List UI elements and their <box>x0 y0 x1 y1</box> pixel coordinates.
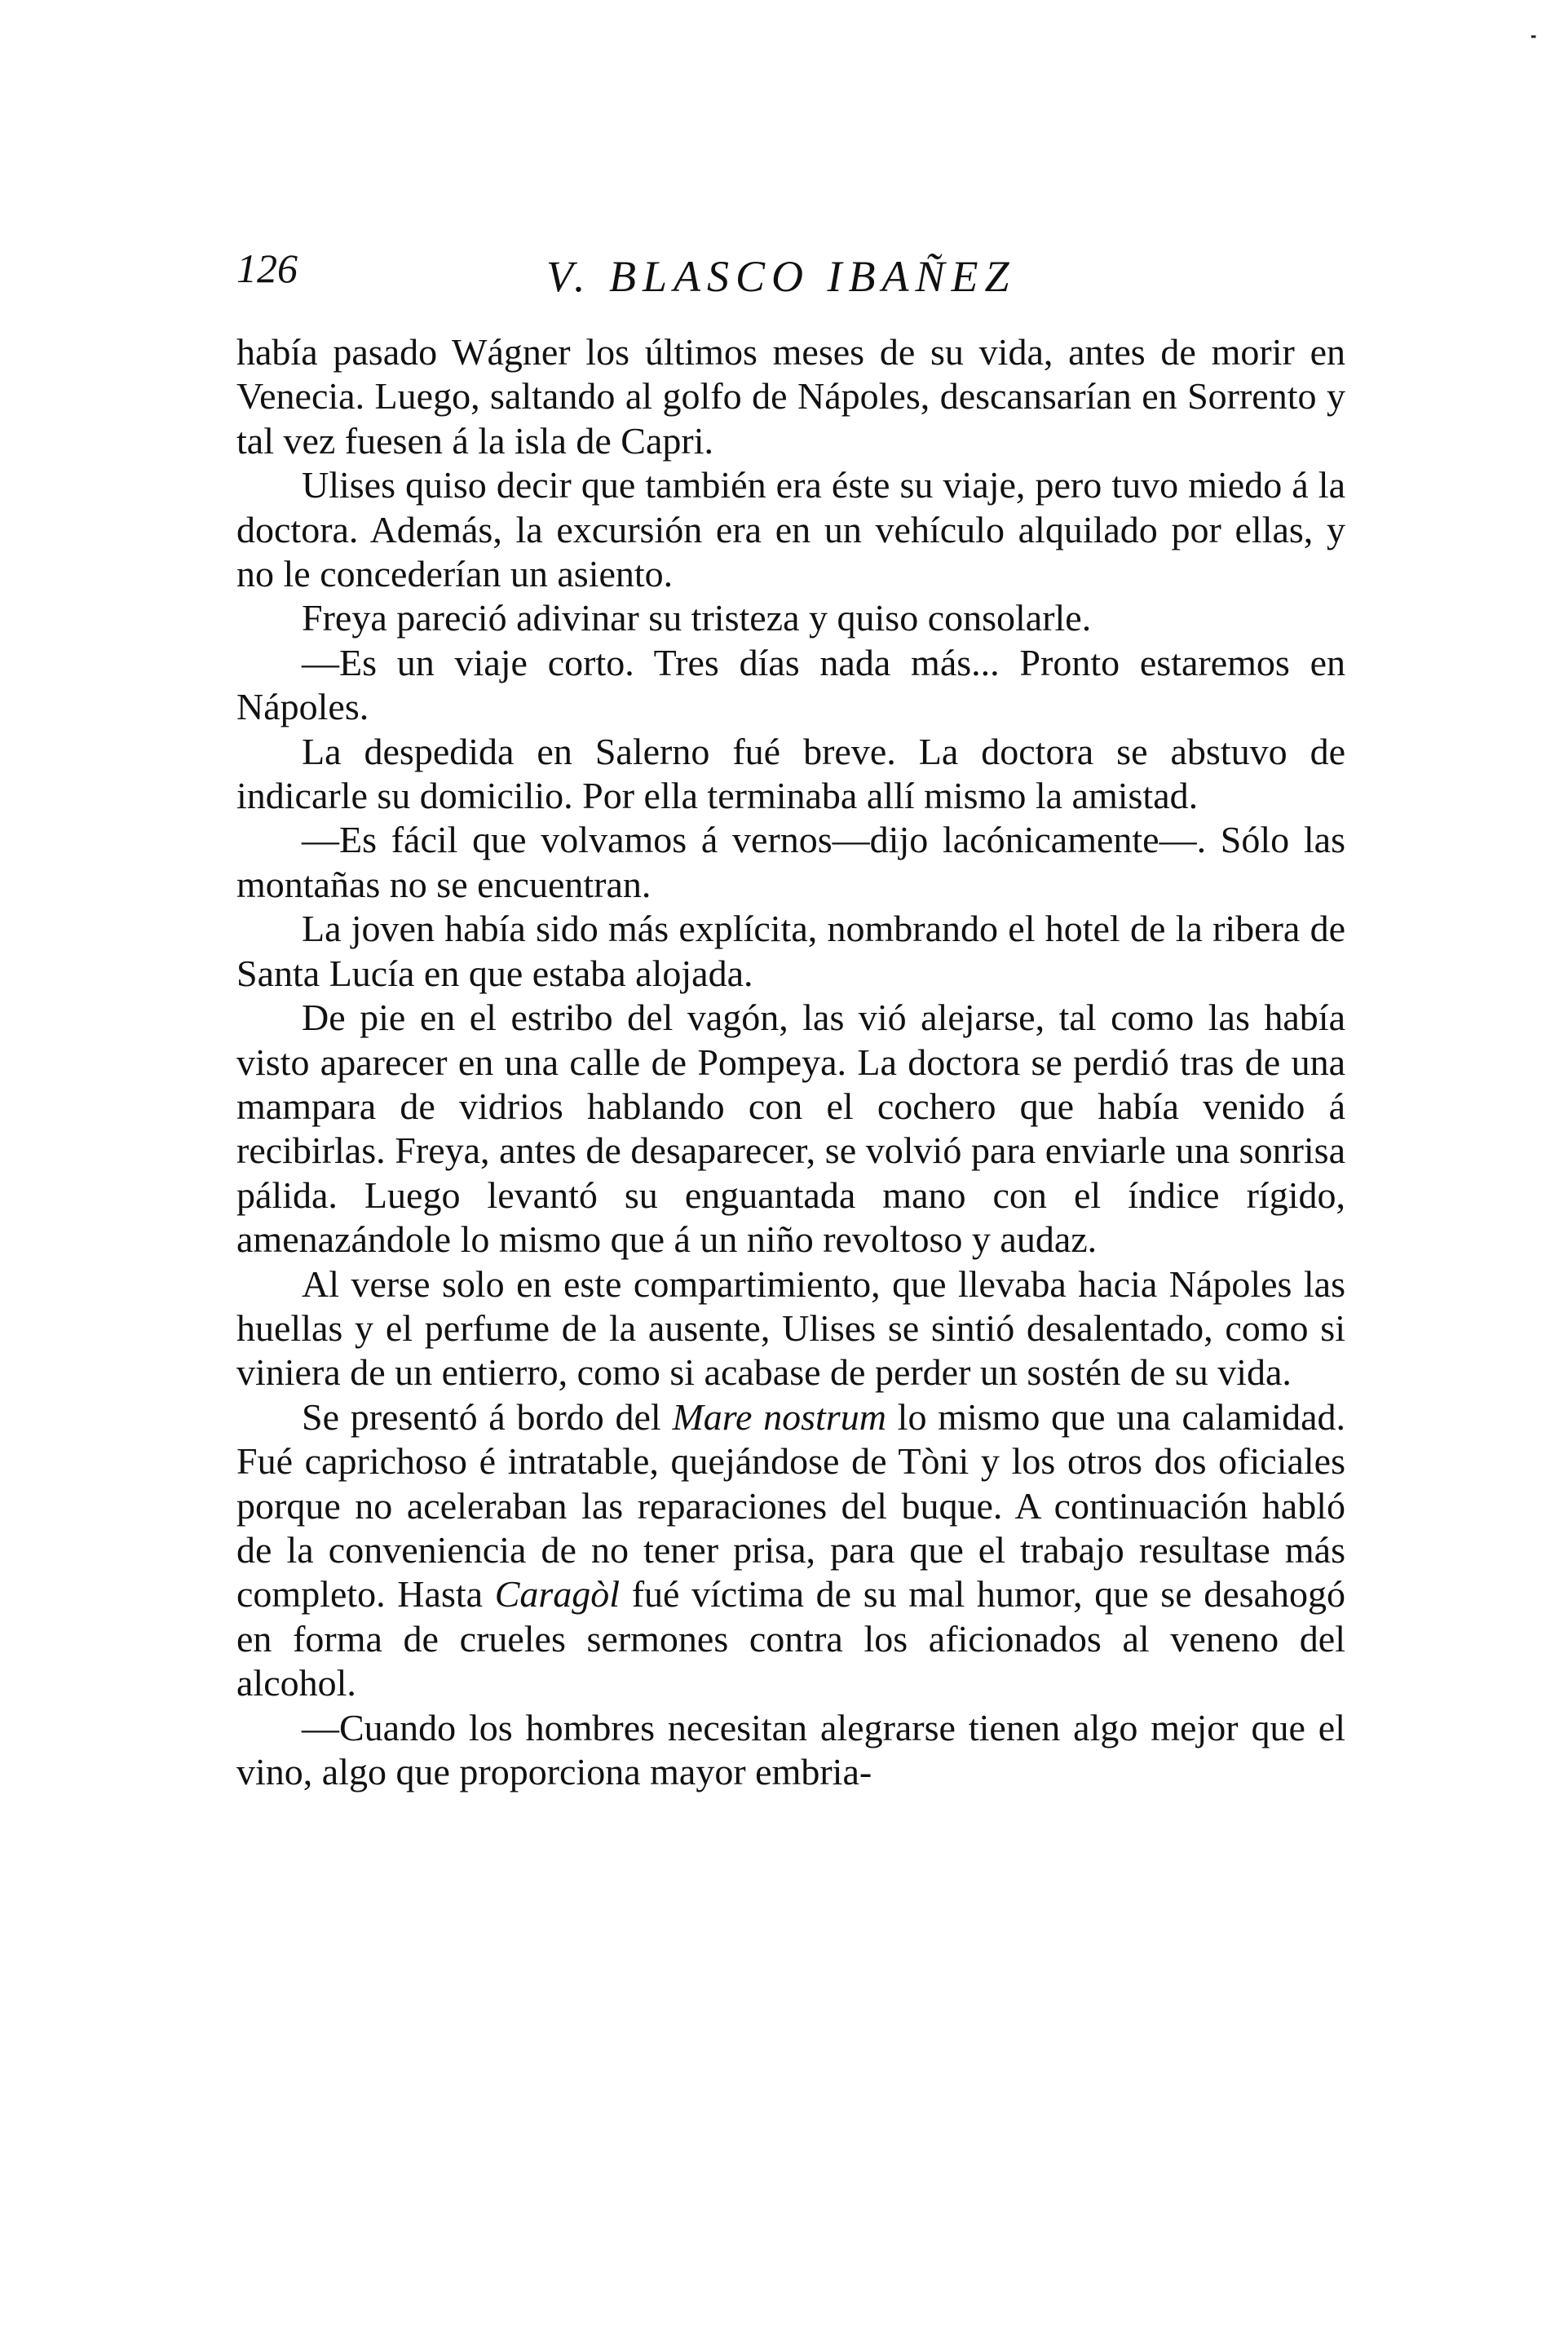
paragraph <box>236 818 1345 907</box>
text-run: Ulises quiso decir que también era éste su viaje, pero tuvo miedo á la doctora. Además, la excursión era en un vehículo alquilado por ellas, y no le concederían un asiento. <box>236 464 1345 595</box>
scan-mark: ╸ <box>1531 29 1540 45</box>
text-run: La joven había sido más explícita, nombrando el hotel de la ribera de Santa Lucía en que estaba alojada. <box>236 908 1345 994</box>
paragraph <box>236 907 1345 996</box>
paragraph <box>236 463 1345 596</box>
running-head <box>236 245 1345 318</box>
paragraph <box>236 641 1345 730</box>
text-run: Freya pareció adivinar su tristeza y quiso consolarle. <box>302 597 1092 639</box>
text-run: lo mismo que una calamidad. Fué caprichoso é intratable, quejándose de Tòni y los otros dos oficiales porque no aceleraban las reparaciones del buque. A continuación habló de la conveniencia de no tener prisa, para que el trabajo resultase más completo. Hasta <box>236 1395 1345 1616</box>
paragraph <box>236 730 1345 819</box>
running-title: V. BLASCO IBAÑEZ <box>546 252 1016 301</box>
text-run: —Cuando los hombres necesitan alegrarse tienen algo mejor que el vino, algo que proporciona mayor embria- <box>236 1706 1345 1792</box>
paragraph <box>236 1262 1345 1395</box>
text-run: —Es un viaje corto. Tres días nada más... Pronto estaremos en Nápoles. <box>236 641 1345 728</box>
paragraph <box>236 1706 1345 1795</box>
text-run: Al verse solo en este compartimiento, que llevaba hacia Nápoles las huellas y el perfume de la ausente, Ulises se sintió desalentado, como si viniera de un entierro, como si acabase de perder un sostén de su vida. <box>236 1262 1345 1394</box>
italic-title: Mare nostrum <box>672 1395 886 1438</box>
text-run: fué víctima de su mal humor, que se desahogó en forma de crueles sermones contra los aficionados al veneno del alcohol. <box>236 1573 1345 1704</box>
text-run: Se presentó á bordo del <box>302 1395 673 1438</box>
paragraph <box>236 330 1345 463</box>
text-run: De pie en el estribo del vagón, las vió alejarse, tal como las había visto aparecer en una calle de Pompeya. La doctora se perdió tras de una mampara de vidrios hablando con el cochero que había venido á recibirlas. Freya, antes de desaparecer, se volvió para enviarle una sonrisa pálida. Luego levantó su enguantada mano con el índice rígido, amenazándole lo mismo que á un niño revoltoso y audaz. <box>236 997 1345 1261</box>
paragraph <box>236 1395 1345 1706</box>
paragraph <box>236 596 1345 640</box>
text-run: La despedida en Salerno fué breve. La doctora se abstuvo de indicarle su domicilio. Por ella terminaba allí mismo la amistad. <box>236 730 1345 817</box>
italic-title: Caragòl <box>494 1573 621 1616</box>
text-run: había pasado Wágner los últimos meses de su vida, antes de morir en Venecia. Luego, saltando al golfo de Nápoles, descansarían en Sorrento y tal vez fuesen á la isla de Capri. <box>236 331 1345 462</box>
text-run: —Es fácil que volvamos á vernos—dijo lacónicamente—. Sólo las montañas no se encuentran. <box>236 819 1345 905</box>
body-text <box>236 330 1345 1794</box>
page-number: 126 <box>236 245 298 291</box>
paragraph <box>236 996 1345 1262</box>
